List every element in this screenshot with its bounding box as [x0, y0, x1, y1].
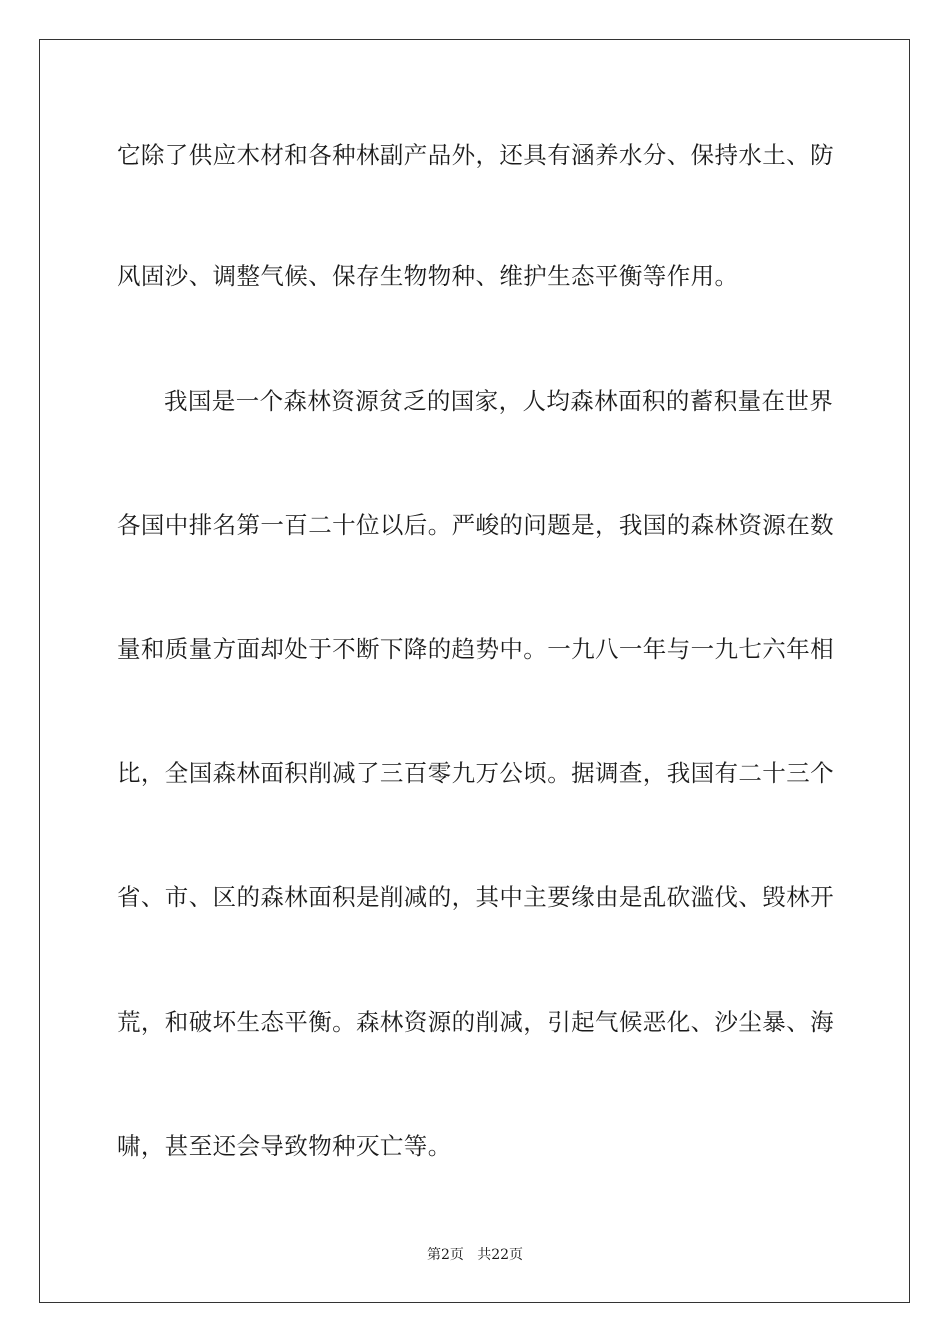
body-line: 啸，甚至还会导致物种灭亡等。: [117, 1132, 452, 1160]
body-line: 量和质量方面却处于不断下降的趋势中。一九八一年与一九七六年相: [117, 635, 834, 663]
body-line: 荒，和破坏生态平衡。森林资源的削减，引起气候恶化、沙尘暴、海: [117, 1008, 834, 1036]
body-line: 风固沙、调整气候、保存生物物种、维护生态平衡等作用。: [117, 262, 739, 290]
paragraph-start-line: 我国是一个森林资源贫乏的国家，人均森林面积的蓄积量在世界: [164, 387, 834, 415]
body-line: 省、市、区的森林面积是削减的，其中主要缘由是乱砍滥伐、毁林开: [117, 883, 834, 911]
page-number-footer: 第2页 共22页: [426, 1247, 524, 1263]
body-line: 它除了供应木材和各种林副产品外，还具有涵养水分、保持水土、防: [117, 141, 834, 169]
page-frame: [39, 39, 910, 1303]
body-line: 比，全国森林面积削减了三百零九万公顷。据调查，我国有二十三个: [117, 759, 834, 787]
body-line: 各国中排名第一百二十位以后。严峻的问题是，我国的森林资源在数: [117, 511, 834, 539]
